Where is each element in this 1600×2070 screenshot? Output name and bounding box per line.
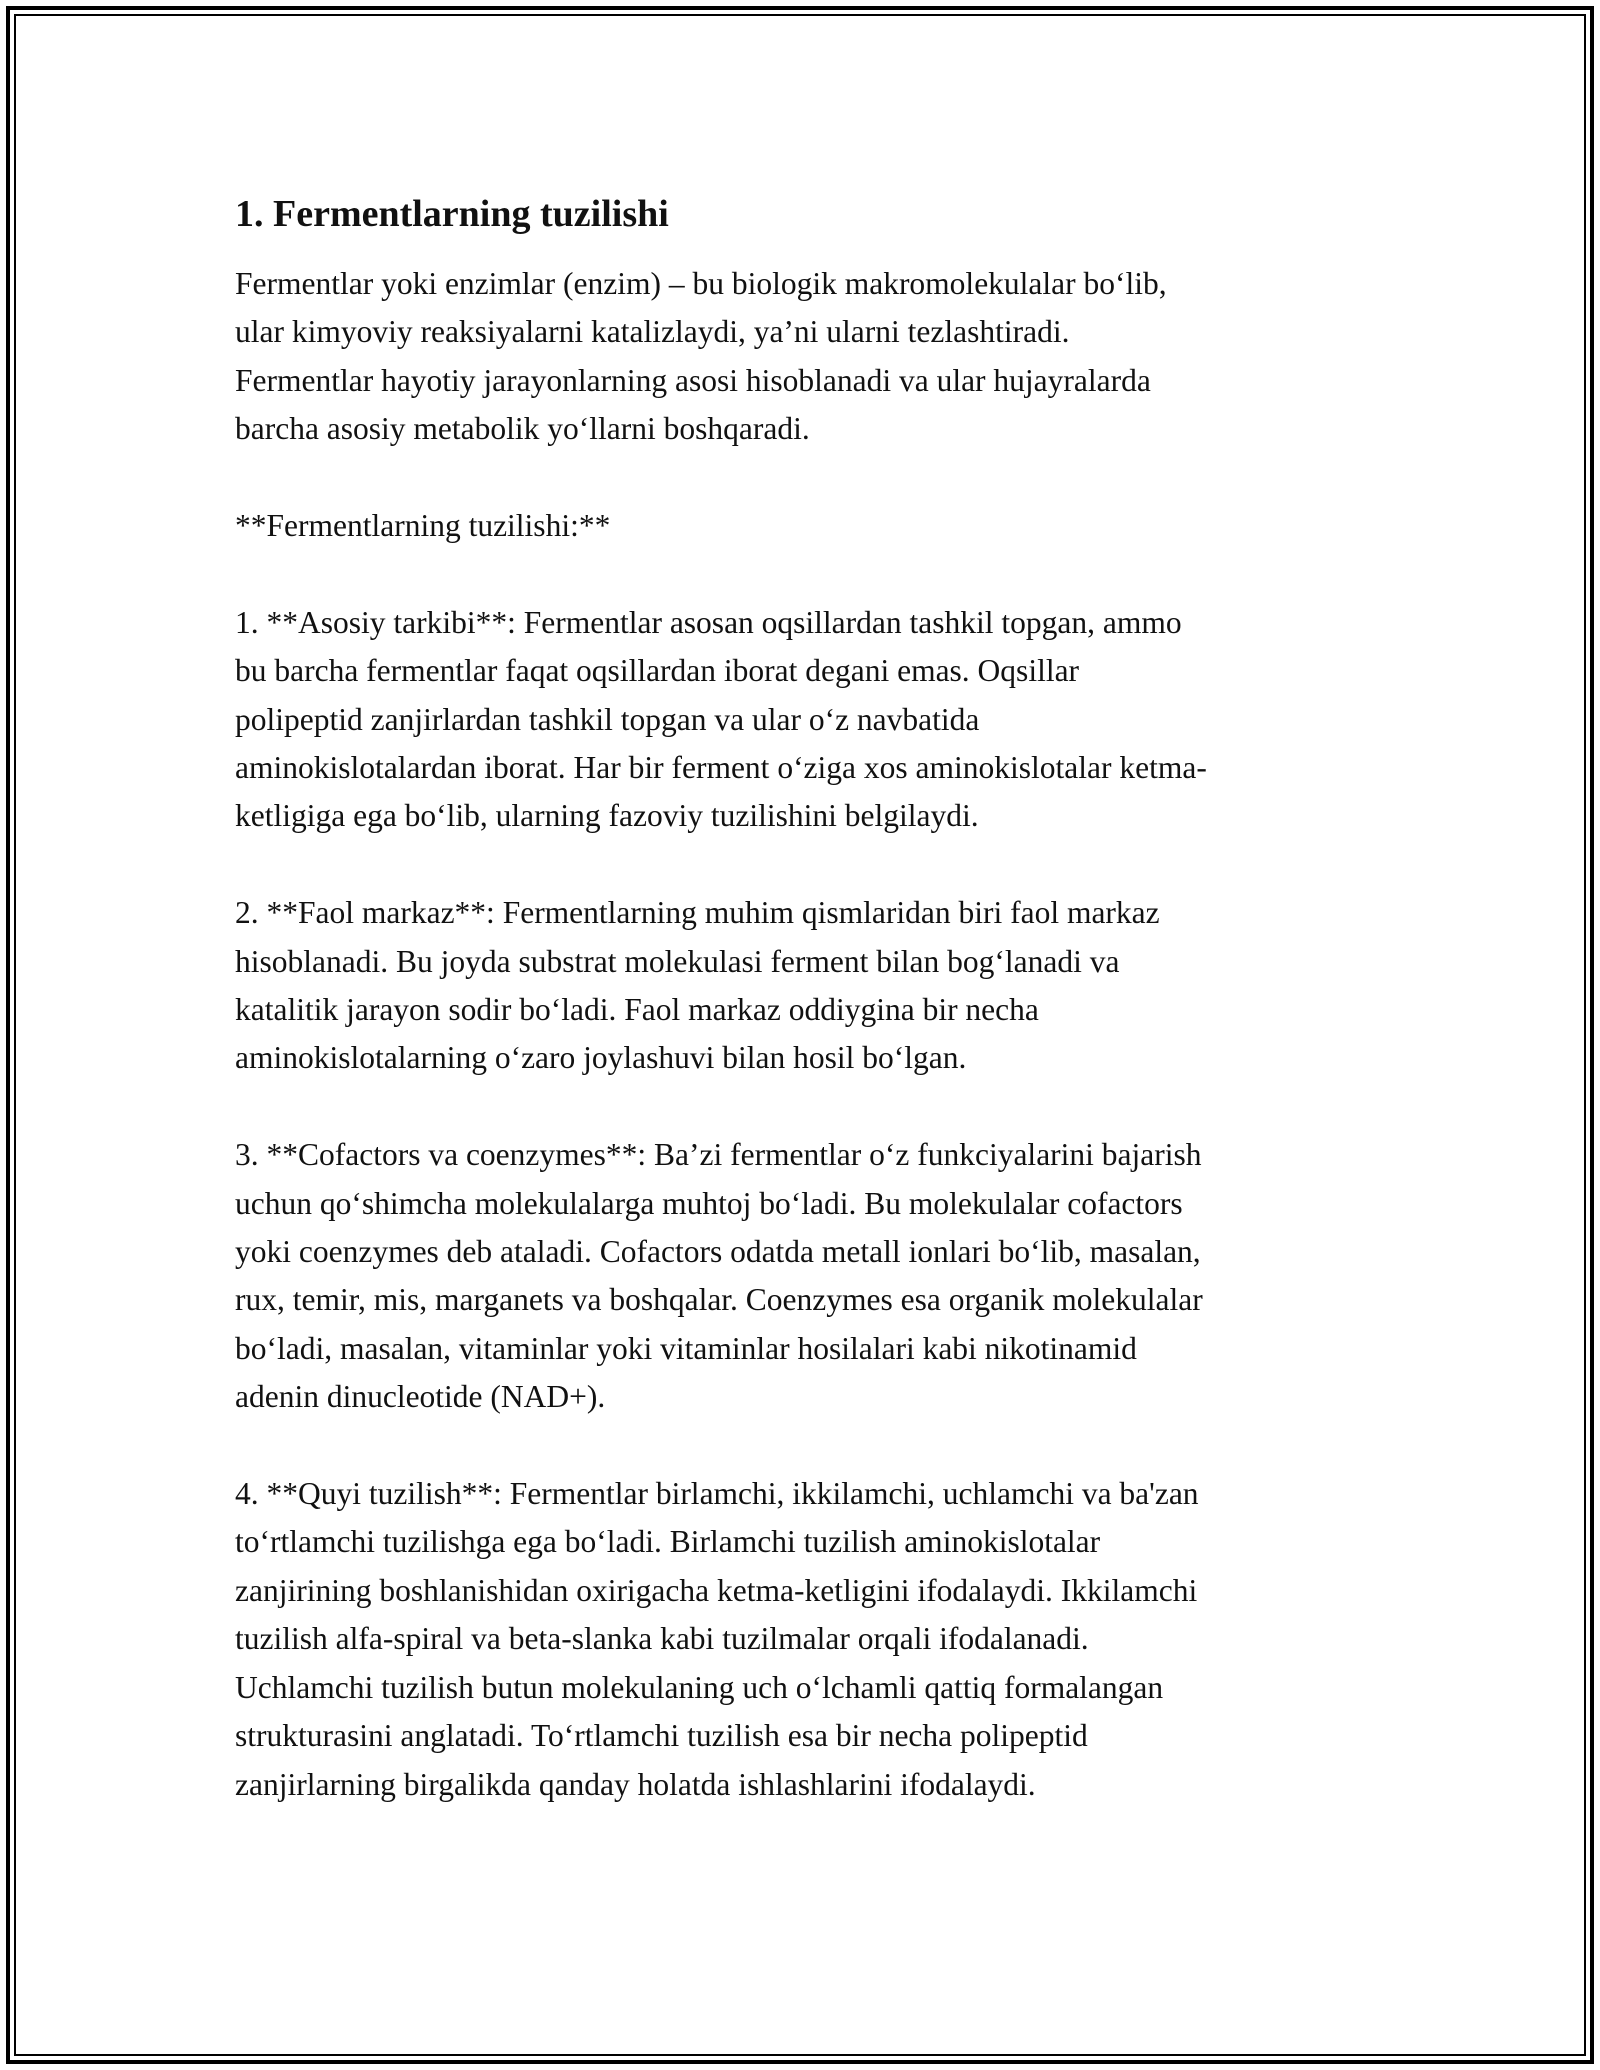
list-item-paragraph: 4. **Quyi tuzilish**: Fermentlar birlamchi, ikkilamchi, uchlamchi va ba'zan to‘rtlamchi tuzilishga ega bo‘ladi. Birlamchi tuzilish aminokislotalar zanjirining boshlanishidan oxirigacha ketma-ketligini ifodalaydi. Ikkilamchi tuzilish alfa-spiral va beta-slanka kabi tuzilmalar orqali ifodalanadi. Uchlamchi tuzilish butun molekulaning uch o‘lchamli qattiq formalangan strukturasini anglatadi. To‘rtlamchi tuzilish esa bir necha polipeptid zanjirlarning birgalikda qanday holatda ishlashlarini ifodalaydi.	[235, 1476, 1199, 1802]
list-item-paragraph: 3. **Cofactors va coenzymes**: Ba’zi fermentlar o‘z funkciyalarini bajarish uchun qo‘shimcha molekulalarga muhtoj bo‘ladi. Bu molekulalar cofactors yoki coenzymes deb ataladi. Cofactors odatda metall ionlari bo‘lib, masalan, rux, temir, mis, marganets va boshqalar. Coenzymes esa organik molekulalar bo‘ladi, masalan, vitaminlar yoki vitaminlar hosilalari kabi nikotinamid adenin dinucleotide (NAD+).	[235, 1137, 1203, 1415]
paragraph-gap	[235, 1083, 1375, 1131]
list-item-paragraph: 2. **Faol markaz**: Fermentlarning muhim qismlaridan biri faol markaz hisoblanadi. Bu joyda substrat molekulasi ferment bilan bog‘lanadi va katalitik jarayon sodir bo‘ladi. Faol markaz oddiygina bir necha aminokislotalarning o‘zaro joylashuvi bilan hosil bo‘lgan.	[235, 895, 1160, 1076]
paragraph-gap	[235, 1422, 1375, 1470]
section-heading: 1. Fermentlarning tuzilishi	[235, 193, 669, 235]
paragraph-gap	[235, 454, 1375, 502]
paragraph-gap	[235, 550, 1375, 598]
document-body	[235, 188, 1375, 1809]
list-item-paragraph: 1. **Asosiy tarkibi**: Fermentlar asosan oqsillardan tashkil topgan, ammo bu barcha fermentlar faqat oqsillardan iborat degani emas. Oqsillar polipeptid zanjirlardan tashkil topgan va ular o‘z navbatida aminokislotalardan iborat. Har bir ferment o‘ziga xos aminokislotalar ketma- ketligiga ega bo‘lib, ularning fazoviy tuzilishini belgilaydi.	[235, 604, 1207, 834]
subheading-paragraph: **Fermentlarning tuzilishi:**	[235, 508, 611, 544]
paragraph-gap	[235, 841, 1375, 889]
intro-paragraph: Fermentlar yoki enzimlar (enzim) – bu biologik makromolekulalar bo‘lib, ular kimyoviy reaksiyalarni katalizlaydi, ya’ni ularni tezlashtiradi. Fermentlar hayotiy jarayonlarning asosi hisoblanadi va ular hujayralarda barcha asosiy metabolik yo‘llarni boshqaradi.	[235, 266, 1167, 447]
